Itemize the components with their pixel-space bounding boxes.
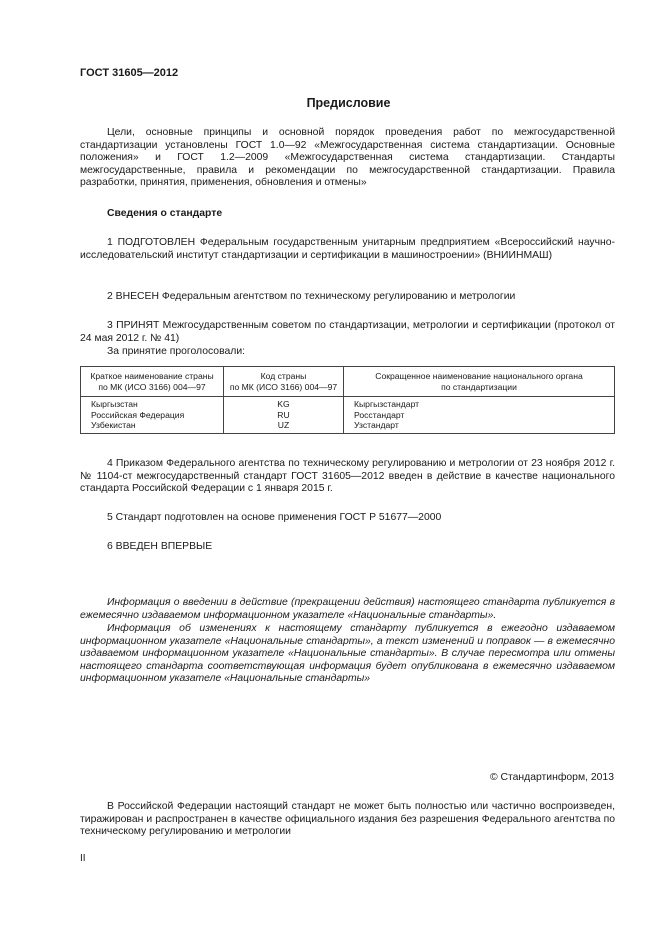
page-number: II [80,853,86,864]
item-3: 3 ПРИНЯТ Межгосударственным советом по стандартизации, метрологии и сертификации (протокол от 24 мая 2012 г. № 41) [80,320,615,344]
intro-paragraph: Цели, основные принципы и основной порядок проведения работ по межгосударственной стандартизации установлены ГОСТ 1.0—92 «Межгосударственная система стандартизации. Основные положения» и ГОСТ 1.2—2009 «Межгосударственная система стандартизации. Стандарты межгосударственные, правила и рекомендации по межгосударственной стандартизации. Правила разработки, принятия, применения, обновления и отмены» [80,127,615,189]
table-body-row [81,397,615,434]
item-5: 5 Стандарт подготовлен на основе применения ГОСТ Р 51677—2000 [107,512,442,523]
copyright: © Стандартинформ, 2013 [489,772,614,783]
legal-notice: В Российской Федерации настоящий стандарт не может быть полностью или частично воспроизведен, тиражирован и распространен в качестве официального издания без разрешения Федерального агентства по техническому регулированию и метрологии [80,801,615,838]
document-code: ГОСТ 31605—2012 [80,67,179,79]
item-6: 6 ВВЕДЕН ВПЕРВЫЕ [107,541,213,552]
table-row: Российская Федерация [91,409,185,420]
page-title: Предисловие [306,96,391,110]
item-4: 4 Приказом Федерального агентства по техническому регулированию и метрологии от 23 ноября 2012 г. № 1104-ст межгосударственный стандарт ГОСТ 31605—2012 введен в действие в качестве национального стандарта Российской Федерации с 1 января 2015 г. [80,458,615,495]
table-header-country: Краткое наименование страны по МК (ИСО 3166) 004—97 [81,367,224,397]
table-cell-codes: KG RU UZ [224,397,344,434]
item-2: 2 ВНЕСЕН Федеральным агентством по техническому регулированию и метрологии [107,291,516,302]
section-title: Сведения о стандарте [107,208,223,219]
table-cell-countries [81,397,224,434]
info-paragraph-2: Информация об изменениях к настоящему стандарту публикуется в ежегодно издаваемом информационном указателе «Национальные стандарты», а текст изменений и поправок — в ежемесячно издаваемом информационном указателе «Национальные стандарты». В случае пересмотра или отмены настоящего стандарта соответствующая информация будет опубликована в ежемесячно издаваемом информационном указателе «Национальные стандарты» [80,623,615,685]
table-header-body: Сокращенное наименование национального органа по стандартизации [344,367,615,397]
table-row: Кыргызстан [91,399,138,409]
table-header-code: Код страны по МК (ИСО 3166) 004—97 [224,367,344,397]
voting-table [80,366,615,434]
voted-label: За принятие проголосовали: [107,346,246,357]
table-header-row [81,367,615,397]
info-paragraph-1: Информация о введении в действие (прекращении действия) настоящего стандарта публикуется в ежемесячно издаваемом информационном указателе «Национальные стандарты». [80,597,615,621]
table-row: Узбекистан [91,420,136,430]
item-1: 1 ПОДГОТОВЛЕН Федеральным государственным унитарным предприятием «Всероссийский научно-исследовательский институт стандартизации и сертификации в машиностроении» (ВНИИНМАШ) [80,237,615,261]
table-cell-bodies: Кыргызстандарт Росстандарт Узстандарт [344,397,615,434]
